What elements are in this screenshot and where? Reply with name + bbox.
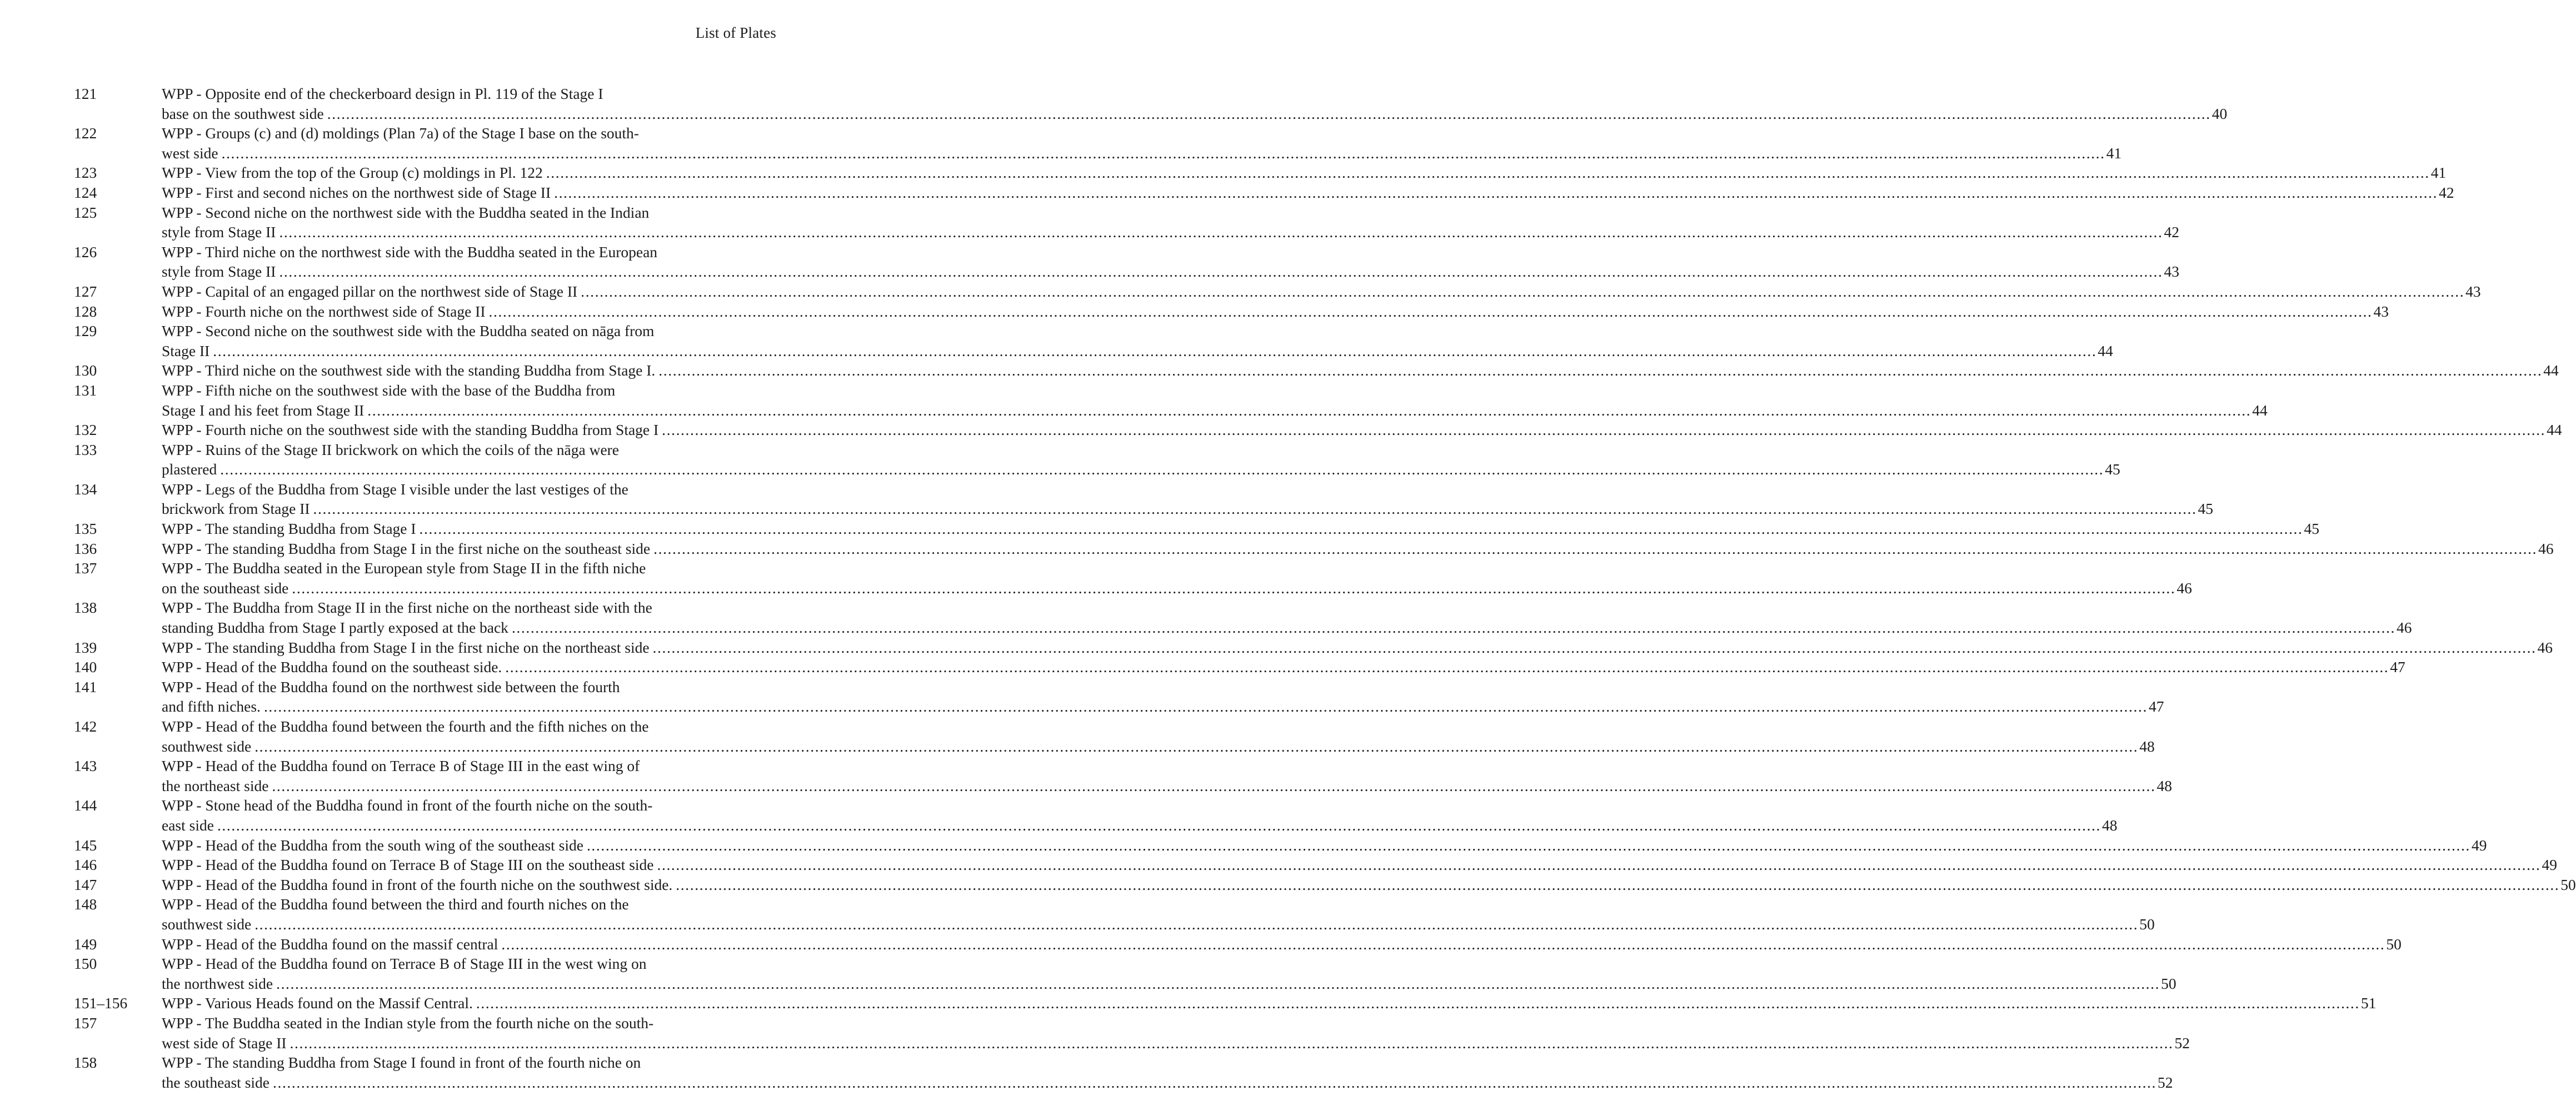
dot-leader: ................................................................................................................................................................................................................................................................................................................................................................................................................ [658,362,2543,379]
dot-leader: ................................................................................................................................................................................................................................................................................................................................................................................................................ [313,500,2197,518]
caption-last-line [162,657,2405,677]
plate-entry [73,756,2172,795]
plate-number: 134 [74,480,97,498]
dot-leader: ................................................................................................................................................................................................................................................................................................................................................................................................................ [586,836,2470,854]
caption-last-line [162,618,2412,638]
plate-number: 157 [74,1014,97,1032]
plate-caption [162,203,2179,242]
plate-entry [73,302,2389,322]
plate-entry [73,875,2576,895]
plate-caption [162,381,2268,420]
caption-last-line [162,1033,2190,1053]
caption-line: WPP - The standing Buddha from Stage I [162,520,416,538]
dot-leader: ................................................................................................................................................................................................................................................................................................................................................................................................................ [273,1073,2156,1091]
plate-caption [162,638,2553,658]
plate-caption [162,598,2412,637]
plate-number: 145 [74,836,97,854]
caption-last-line [162,519,2319,539]
plate-caption [162,657,2405,677]
plate-caption [162,954,2176,993]
plate-entry [73,519,2320,539]
caption-last-line [162,974,2176,994]
plate-entry [73,381,2268,420]
caption-last-line [162,914,2155,934]
plate-number: 135 [74,520,97,538]
plate-number: 132 [74,421,97,439]
plate-number: 126 [74,243,97,261]
plate-entry [73,420,2562,440]
dot-leader: ................................................................................................................................................................................................................................................................................................................................................................................................................ [476,994,2360,1012]
dot-leader: ................................................................................................................................................................................................................................................................................................................................................................................................................ [581,282,2465,300]
plate-number: 143 [74,757,97,775]
plate-entry [73,539,2554,559]
plate-caption [162,282,2481,302]
plate-caption [162,123,2121,163]
plate-caption [162,539,2554,559]
page-number: 42 [2439,183,2454,201]
caption-line: WPP - The standing Buddha from Stage I in the first niche on the northeast side [162,638,650,656]
plate-entry [73,1053,2173,1092]
plate-caption [162,242,2179,282]
caption-line: base on the southwest side [162,104,324,122]
plate-caption [162,321,2113,361]
dot-leader: ................................................................................................................................................................................................................................................................................................................................................................................................................ [220,461,2104,478]
page-number: 44 [2252,401,2268,419]
caption-line: WPP - Head of the Buddha from the south wing of the southeast side [162,836,583,854]
plate-caption [162,855,2557,875]
caption-last-line [162,697,2164,717]
plate-caption [162,795,2117,835]
plate-caption [162,875,2576,895]
caption-line: and fifth niches. [162,698,261,715]
caption-line: WPP - Ruins of the Stage II brickwork on which the coils of the nāga were [162,441,620,458]
plate-entry [73,558,2192,598]
caption-line: the southeast side [162,1073,269,1091]
dot-leader: ................................................................................................................................................................................................................................................................................................................................................................................................................ [501,935,2385,953]
plate-caption [162,835,2487,855]
caption-line: style from Stage II [162,223,276,241]
caption-line: WPP - Third niche on the northwest side with the Buddha seated in the European [162,243,658,261]
plate-caption [162,756,2172,795]
plate-caption [162,1013,2190,1053]
page-number: 44 [2547,421,2562,439]
caption-line: WPP - Head of the Buddha found on Terrace B of Stage III in the east wing of [162,757,640,775]
plate-number: 136 [74,539,97,557]
running-head: List of Plates [695,24,776,41]
plate-number: 137 [74,559,97,577]
caption-last-line [162,855,2557,875]
caption-line: WPP - Fourth niche on the northwest side of Stage II [162,302,486,320]
dot-leader: ................................................................................................................................................................................................................................................................................................................................................................................................................ [367,401,2251,419]
plate-number: 133 [74,441,97,458]
plate-number: 128 [74,302,97,320]
page-number: 50 [2139,915,2155,933]
plate-entry [73,657,2405,677]
caption-line: WPP - The standing Buddha from Stage I in the first niche on the southeast side [162,539,651,557]
plate-number: 122 [74,124,97,142]
caption-last-line [162,143,2121,163]
caption-last-line [162,222,2179,242]
plate-caption [162,440,2120,479]
list-of-plates [73,84,2576,1092]
plate-number: 124 [74,183,97,201]
caption-line: WPP - The Buddha seated in the European style from Stage II in the fifth niche [162,559,646,577]
caption-last-line [162,539,2554,559]
page-number: 49 [2542,856,2557,874]
page-number: 50 [2386,935,2402,953]
plate-entry [73,717,2155,756]
plate-entry [73,84,2228,123]
plate-caption [162,183,2454,203]
caption-last-line [162,104,2227,124]
plate-number: 129 [74,322,97,340]
caption-line: style from Stage II [162,263,276,281]
dot-leader: ................................................................................................................................................................................................................................................................................................................................................................................................................ [213,342,2097,359]
dot-leader: ................................................................................................................................................................................................................................................................................................................................................................................................................ [279,223,2163,241]
plate-number: 146 [74,856,97,874]
caption-line: WPP - Fourth niche on the southwest side with the standing Buddha from Stage I [162,421,659,439]
dot-leader: ................................................................................................................................................................................................................................................................................................................................................................................................................ [554,183,2438,201]
plate-entry [73,183,2454,203]
plate-number: 123 [74,164,97,182]
caption-line: WPP - Head of the Buddha found on the massif central [162,935,498,953]
dot-leader: ................................................................................................................................................................................................................................................................................................................................................................................................................ [505,658,2389,676]
plate-caption [162,302,2389,322]
page-number: 44 [2543,362,2559,379]
dot-leader: ................................................................................................................................................................................................................................................................................................................................................................................................................ [289,1034,2174,1052]
dot-leader: ................................................................................................................................................................................................................................................................................................................................................................................................................ [511,619,2395,637]
plate-entry [73,598,2412,637]
plate-entry [73,677,2164,717]
caption-line: WPP - Head of the Buddha found on Terrace B of Stage III in the west wing on [162,955,647,973]
caption-line: WPP - View from the top of the Group (c) moldings in Pl. 122 [162,164,543,182]
page-number: 52 [2158,1073,2173,1091]
plate-entry [73,855,2557,875]
page-number: 45 [2105,461,2120,478]
page-number: 44 [2098,342,2113,359]
page-number: 45 [2304,520,2320,538]
plate-entry [73,361,2559,381]
plate-number: 147 [74,875,97,893]
caption-line: WPP - Groups (c) and (d) moldings (Plan 7a) of the Stage I base on the south- [162,124,639,142]
caption-last-line [162,361,2559,381]
caption-line: WPP - Head of the Buddha found in front of the fourth niche on the southwest side. [162,875,673,893]
dot-leader: ................................................................................................................................................................................................................................................................................................................................................................................................................ [254,737,2139,755]
dot-leader: ................................................................................................................................................................................................................................................................................................................................................................................................................ [419,520,2303,538]
plate-number: 158 [74,1054,97,1072]
caption-last-line [162,638,2553,658]
plate-number: 140 [74,658,97,676]
page-number: 45 [2198,500,2214,518]
caption-line: WPP - Third niche on the southwest side with the standing Buddha from Stage I. [162,362,656,379]
caption-line: standing Buddha from Stage I partly exposed at the back [162,619,508,637]
dot-leader: ................................................................................................................................................................................................................................................................................................................................................................................................................ [276,974,2160,992]
plate-number: 150 [74,955,97,973]
caption-line: WPP - Head of the Buddha found on the northwest side between the fourth [162,678,620,695]
plate-number: 127 [74,282,97,300]
page-number: 48 [2139,737,2155,755]
page-number: 43 [2373,302,2389,320]
caption-last-line [162,993,2376,1013]
caption-line: WPP - Stone head of the Buddha found in front of the fourth niche on the south- [162,797,653,814]
plate-entry [73,993,2377,1013]
plate-caption [162,420,2562,440]
plate-entry [73,1013,2190,1053]
page-number: 43 [2465,282,2481,300]
caption-line: WPP - Second niche on the northwest side with the Buddha seated in the Indian [162,203,650,221]
caption-last-line [162,737,2155,757]
plate-caption [162,677,2164,717]
page-number: 46 [2537,638,2553,656]
plate-caption [162,361,2559,381]
plate-number: 142 [74,718,97,735]
plate-entry [73,934,2402,954]
plate-entry [73,638,2553,658]
plate-number: 144 [74,797,97,814]
plate-entry [73,479,2214,519]
plate-entry [73,795,2118,835]
caption-last-line [162,934,2402,954]
caption-last-line [162,578,2192,598]
caption-line: Stage II [162,342,210,359]
caption-line: west side of Stage II [162,1034,287,1052]
caption-last-line [162,262,2179,282]
plate-caption [162,519,2319,539]
page-number: 48 [2156,777,2172,794]
caption-line: the northwest side [162,974,273,992]
caption-line: southwest side [162,737,252,755]
page-number: 42 [2164,223,2179,241]
dot-leader: ................................................................................................................................................................................................................................................................................................................................................................................................................ [327,104,2211,122]
plate-number: 141 [74,678,97,695]
page-number: 46 [2538,539,2554,557]
page-number: 43 [2164,263,2179,281]
caption-last-line [162,875,2576,895]
caption-last-line [162,401,2268,421]
dot-leader: ................................................................................................................................................................................................................................................................................................................................................................................................................ [653,539,2538,557]
plate-entry [73,123,2122,163]
page-number: 46 [2396,619,2412,637]
plate-number: 121 [74,85,97,102]
dot-leader: ................................................................................................................................................................................................................................................................................................................................................................................................................ [488,302,2373,320]
plate-number: 149 [74,935,97,953]
caption-last-line [162,282,2481,302]
dot-leader: ................................................................................................................................................................................................................................................................................................................................................................................................................ [272,777,2156,794]
plate-entry [73,894,2155,934]
caption-line: WPP - Head of the Buddha found on the southeast side. [162,658,502,676]
caption-last-line [162,302,2389,322]
plate-number: 125 [74,203,97,221]
page-number: 50 [2161,974,2176,992]
caption-line: west side [162,144,218,162]
plate-entry [73,835,2487,855]
caption-line: WPP - The Buddha from Stage II in the first niche on the northeast side with the [162,599,652,617]
dot-leader: ................................................................................................................................................................................................................................................................................................................................................................................................................ [662,421,2546,439]
caption-line: WPP - Fifth niche on the southwest side with the base of the Buddha from [162,381,616,399]
caption-last-line [162,420,2562,440]
plate-number: 130 [74,362,97,379]
plate-caption [162,163,2446,183]
caption-last-line [162,499,2213,519]
page-number: 49 [2471,836,2487,854]
caption-last-line [162,815,2117,835]
page-number: 51 [2360,994,2377,1012]
caption-line: on the southeast side [162,579,289,597]
plate-caption [162,894,2155,934]
caption-last-line [162,163,2446,183]
plate-caption [162,479,2213,519]
page-number: 47 [2148,698,2164,715]
page-number: 41 [2106,144,2122,162]
dot-leader: ................................................................................................................................................................................................................................................................................................................................................................................................................ [657,856,2541,874]
plate-entry [73,282,2481,302]
caption-last-line [162,776,2172,796]
dot-leader: ................................................................................................................................................................................................................................................................................................................................................................................................................ [292,579,2176,597]
plate-caption [162,993,2376,1013]
plate-caption [162,717,2155,756]
plate-number: 138 [74,599,97,617]
page-number: 40 [2211,104,2228,122]
caption-line: WPP - Legs of the Buddha from Stage I visible under the last vestiges of the [162,480,628,498]
caption-line: WPP - Head of the Buddha found between the third and fourth niches on the [162,895,629,913]
caption-line: southwest side [162,915,252,933]
caption-line: WPP - Capital of an engaged pillar on the northwest side of Stage II [162,282,578,300]
page-number: 41 [2430,164,2447,182]
page-number: 47 [2390,658,2405,676]
page-number: 52 [2174,1034,2190,1052]
caption-line: WPP - Head of the Buddha found between the fourth and the fifth niches on the [162,718,649,735]
caption-last-line [162,1073,2173,1093]
dot-leader: ................................................................................................................................................................................................................................................................................................................................................................................................................ [676,875,2560,893]
caption-line: WPP - Head of the Buddha found on Terrace B of Stage III on the southeast side [162,856,654,874]
plate-caption [162,934,2402,954]
plate-number: 139 [74,638,97,656]
caption-last-line [162,459,2120,479]
plate-entry [73,163,2447,183]
caption-last-line [162,183,2454,203]
caption-last-line [162,835,2487,855]
plate-number: 151–156 [74,994,128,1012]
plate-entry [73,203,2179,242]
caption-line: east side [162,816,214,834]
dot-leader: ................................................................................................................................................................................................................................................................................................................................................................................................................ [221,144,2105,162]
caption-line: plastered [162,461,217,478]
dot-leader: ................................................................................................................................................................................................................................................................................................................................................................................................................ [254,915,2139,933]
caption-line: WPP - The standing Buddha from Stage I found in front of the fourth niche on [162,1054,641,1072]
page-number: 48 [2101,816,2118,834]
plate-entry [73,440,2120,479]
caption-last-line [162,341,2113,361]
page-number: 46 [2176,579,2192,597]
caption-line: the northeast side [162,777,269,794]
dot-leader: ................................................................................................................................................................................................................................................................................................................................................................................................................ [652,638,2537,656]
dot-leader: ................................................................................................................................................................................................................................................................................................................................................................................................................ [546,164,2430,182]
plate-caption [162,1053,2173,1092]
plate-entry [73,242,2179,282]
caption-line: WPP - Opposite end of the checkerboard design in Pl. 119 of the Stage I [162,85,603,102]
caption-line: WPP - Various Heads found on the Massif Central. [162,994,473,1012]
plate-entry [73,954,2176,993]
plate-number: 131 [74,381,97,399]
dot-leader: ................................................................................................................................................................................................................................................................................................................................................................................................................ [217,816,2101,834]
page-number: 50 [2560,875,2576,893]
dot-leader: ................................................................................................................................................................................................................................................................................................................................................................................................................ [279,263,2163,281]
plate-entry [73,321,2113,361]
plate-number: 148 [74,895,97,913]
caption-line: WPP - First and second niches on the northwest side of Stage II [162,183,551,201]
caption-line: brickwork from Stage II [162,500,310,518]
caption-line: WPP - The Buddha seated in the Indian style from the fourth niche on the south- [162,1014,654,1032]
dot-leader: ................................................................................................................................................................................................................................................................................................................................................................................................................ [263,698,2148,715]
plate-caption [162,558,2192,598]
caption-line: WPP - Second niche on the southwest side with the Buddha seated on nāga from [162,322,655,340]
plate-caption [162,84,2227,123]
caption-line: Stage I and his feet from Stage II [162,401,365,419]
